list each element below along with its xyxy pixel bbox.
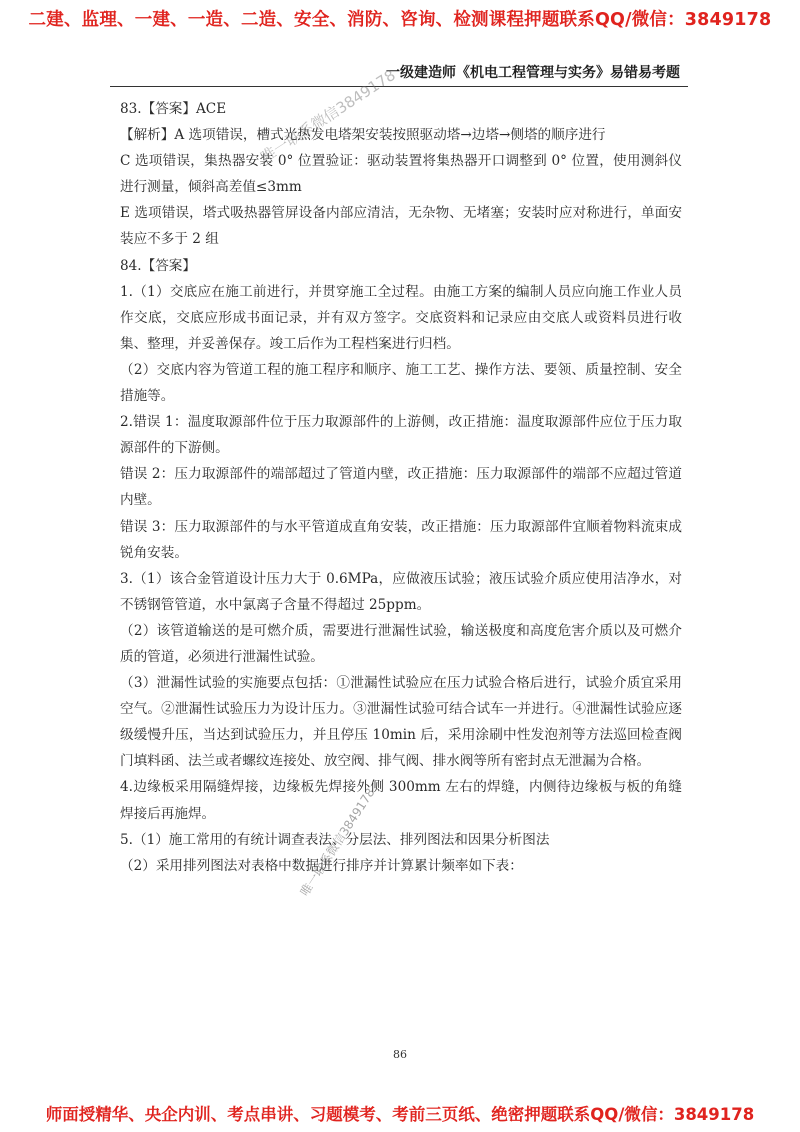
answer-84-q3-part3: （3）泄漏性试验的实施要点包括：①泄漏性试验应在压力试验合格后进行，试验介质宜采用空气。②泄漏性试验压力为设计压力。③泄漏性试验可结合试车一并进行。④泄漏性试验应逐级缓慢升压，当达到试验压力，并且停压 10min 后，采用涂刷中性发泡剂等方法巡回检查阀门填料函、法兰或者螺纹连接处、放空阀、排气阀、排水阀等所有密封点无泄漏为合格。 (120, 675, 682, 770)
answer-84-q1-part1: 1.（1）交底应在施工前进行，并贯穿施工全过程。由施工方案的编制人员应向施工作业人员作交底，交底应形成书面记录，并有双方签字。交底资料和记录应由交底人或资料员进行收集、整理，并妥善保存。竣工后作为工程档案进行归档。 (120, 283, 682, 352)
answer-84-q2-error1: 2.错误 1：温度取源部件位于压力取源部件的上游侧，改正措施：温度取源部件应位于压力取源部件的下游侧。 (120, 414, 682, 457)
answer-84-q2-error3: 错误 3：压力取源部件的与水平管道成直角安装，改正措施：压力取源部件宜顺着物料流束成锐角安装。 (120, 518, 682, 561)
answer-83-option-e: E 选项错误，塔式吸热器管屏设备内部应清洁，无杂物、无堵塞；安装时应对称进行，单面安装应不多于 2 组 (120, 205, 682, 248)
answer-84-q3-part1: 3.（1）该合金管道设计压力大于 0.6MPa，应做液压试验；液压试验介质应使用洁净水，对不锈钢管管道，水中氯离子含量不得超过 25ppm。 (120, 570, 682, 613)
bottom-promo-banner: 师面授精华、央企内训、考点串讲、习题模考、考前三页纸、绝密押题联系QQ/微信：3849178 (45, 1105, 755, 1124)
answer-84-q2-error2: 错误 2：压力取源部件的端部超过了管道内壁，改正措施：压力取源部件的端部不应超过管道内壁。 (120, 466, 682, 509)
answer-84-heading: 84.【答案】 (120, 257, 196, 274)
answer-84-q4: 4.边缘板采用隔缝焊接，边缘板先焊接外侧 300mm 左右的焊缝，内侧待边缘板与板的角缝焊接后再施焊。 (120, 779, 682, 822)
watermark-upper: 唯一联系微信3849178 (257, 65, 399, 167)
answer-84-q1-part2: （2）交底内容为管道工程的施工程序和顺序、施工工艺、操作方法、要领、质量控制、安全措施等。 (120, 361, 682, 405)
watermark-lower: 唯一联系微信3849178 (297, 785, 378, 899)
answer-84-q5-part1: 5.（1）施工常用的有统计调查表法、分层法、排列图法和因果分析图法 (120, 831, 550, 848)
answer-content (120, 96, 682, 879)
answer-84-q3-part2: （2）该管道输送的是可燃介质，需要进行泄漏性试验，输送极度和高度危害介质以及可燃介质的管道，必须进行泄漏性试验。 (120, 622, 682, 665)
answer-83-option-c: C 选项错误，集热器安装 0° 位置验证：驱动装置将集热器开口调整到 0° 位置，使用测斜仪进行测量，倾斜高差值≤3mm (120, 153, 682, 196)
running-header-title: 一级建造师《机电工程管理与实务》易错易考题 (386, 65, 680, 81)
answer-83-heading: 83.【答案】ACE (120, 101, 227, 117)
answer-84-q5-part2: （2）采用排列图法对表格中数据进行排序并计算累计频率如下表： (120, 857, 523, 874)
answer-83-analysis: 【解析】A 选项错误，槽式光热发电塔架安装按照驱动塔→边塔→侧塔的顺序进行 (120, 127, 606, 144)
page-number: 86 (393, 1048, 407, 1061)
header-divider (110, 86, 688, 87)
top-promo-banner: 二建、监理、一建、一造、二造、安全、消防、咨询、检测课程押题联系QQ/微信：3849178 (28, 10, 772, 30)
